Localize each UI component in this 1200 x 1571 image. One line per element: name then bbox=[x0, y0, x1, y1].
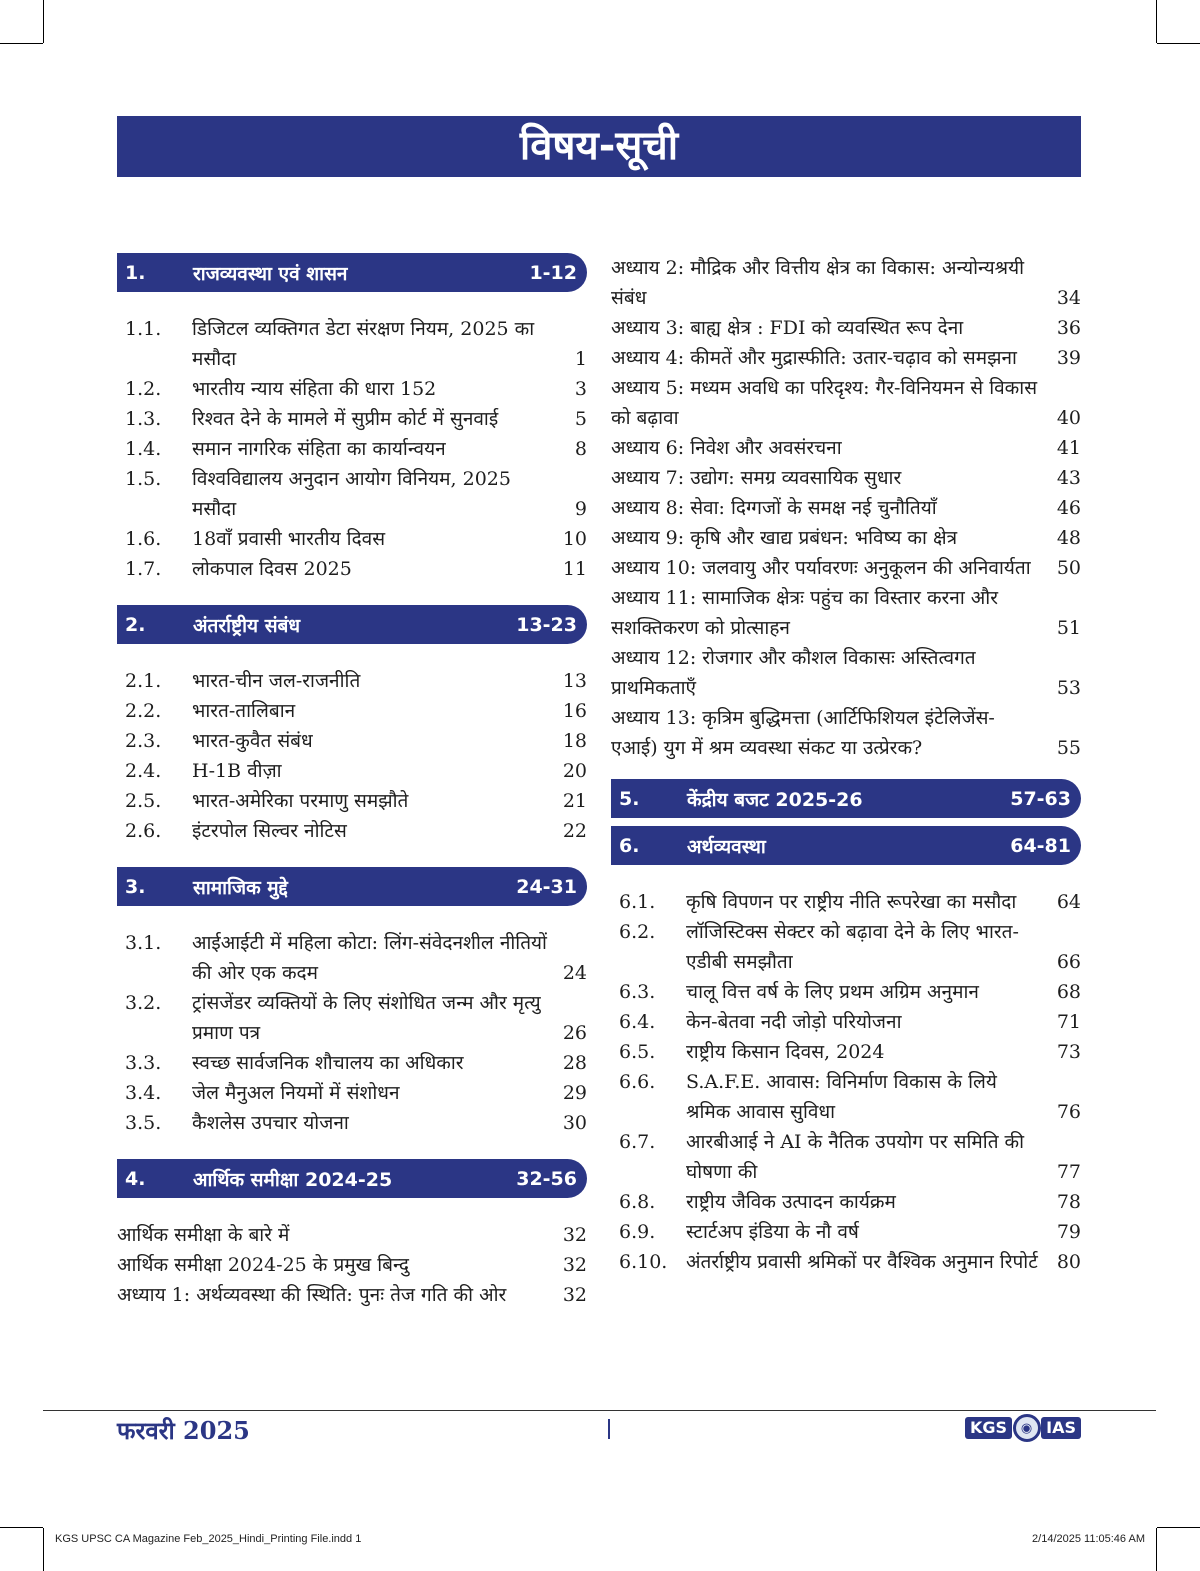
entry-title: भारत-चीन जल-राजनीति bbox=[192, 670, 361, 692]
globe-emblem-icon: ◉ bbox=[1013, 1414, 1041, 1442]
crop-mark-br-v bbox=[1156, 1528, 1157, 1571]
entry-title: आईआईटी में महिला कोटा: लिंग-संवेदनशील नीतियों की ओर एक कदम bbox=[192, 932, 547, 984]
section-page-range: 57-63 bbox=[1010, 787, 1071, 810]
toc-entry[interactable] bbox=[611, 1187, 1081, 1217]
entry-page: 77 bbox=[1056, 1161, 1081, 1183]
footer-center-mark bbox=[608, 1419, 610, 1439]
entry-number: 2.2. bbox=[125, 700, 162, 722]
toc-entry[interactable] bbox=[117, 434, 587, 464]
entry-title: अध्याय 1: अर्थव्यवस्था की स्थिति: पुनः तेज गति की ओर bbox=[117, 1284, 507, 1306]
entry-number: 3.5. bbox=[125, 1112, 162, 1134]
crop-mark-bl-h bbox=[0, 1527, 43, 1528]
entry-number: 1.4. bbox=[125, 438, 162, 460]
toc-entry[interactable] bbox=[611, 373, 1081, 433]
footer-divider bbox=[43, 1410, 1156, 1411]
entry-number: 2.4. bbox=[125, 760, 162, 782]
entry-title: आरबीआई ने AI के नैतिक उपयोग पर समिति की घोषणा की bbox=[686, 1131, 1025, 1183]
section-number: 4. bbox=[125, 1167, 146, 1190]
section-3-list bbox=[117, 928, 587, 1138]
entry-number: 2.6. bbox=[125, 820, 162, 842]
entry-title: अध्याय 3: बाह्य क्षेत्र : FDI को व्यवस्थित रूप देना bbox=[611, 317, 964, 339]
entry-number: 2.5. bbox=[125, 790, 162, 812]
entry-title: राष्ट्रीय किसान दिवस, 2024 bbox=[686, 1041, 885, 1063]
entry-page: 39 bbox=[1056, 347, 1081, 369]
print-timestamp: 2/14/2025 11:05:46 AM bbox=[1032, 1533, 1145, 1545]
entry-number: 1.7. bbox=[125, 558, 162, 580]
toc-entry[interactable] bbox=[611, 1217, 1081, 1247]
entry-title: अध्याय 6: निवेश और अवसंरचना bbox=[611, 437, 842, 459]
entry-title: अध्याय 12: रोजगार और कौशल विकासः अस्तित्वगत प्राथमिकताएँ bbox=[611, 647, 976, 699]
entry-number: 1.1. bbox=[125, 318, 162, 340]
entry-title: इंटरपोल सिल्वर नोटिस bbox=[192, 820, 347, 842]
entry-page: 26 bbox=[562, 1022, 587, 1044]
section-header-1[interactable] bbox=[117, 253, 587, 292]
toc-entry[interactable] bbox=[117, 988, 587, 1048]
entry-number: 6.1. bbox=[619, 891, 656, 913]
entry-page: 36 bbox=[1056, 317, 1081, 339]
entry-number: 1.6. bbox=[125, 528, 162, 550]
toc-entry[interactable] bbox=[117, 726, 587, 756]
section-number: 3. bbox=[125, 875, 146, 898]
entry-page: 10 bbox=[562, 528, 587, 550]
entry-title: अध्याय 11: सामाजिक क्षेत्रः पहुंच का विस्तार करना और सशक्तिकरण को प्रोत्साहन bbox=[611, 587, 999, 639]
toc-entry[interactable] bbox=[611, 1247, 1081, 1277]
toc-entry[interactable] bbox=[117, 1048, 587, 1078]
section-header-2[interactable] bbox=[117, 605, 587, 644]
entry-title: भारत-अमेरिका परमाणु समझौते bbox=[192, 790, 409, 812]
entry-title: अध्याय 10: जलवायु और पर्यावरणः अनुकूलन की अनिवार्यता bbox=[611, 557, 1031, 579]
section-number: 6. bbox=[619, 834, 640, 857]
toc-entry[interactable] bbox=[611, 433, 1081, 463]
section-title: केंद्रीय बजट 2025-26 bbox=[687, 788, 863, 811]
crop-mark-tr-h bbox=[1157, 43, 1200, 44]
section-header-4[interactable] bbox=[117, 1159, 587, 1198]
toc-entry[interactable] bbox=[611, 917, 1081, 977]
toc-entry[interactable] bbox=[611, 1127, 1081, 1187]
entry-page: 3 bbox=[574, 378, 587, 400]
entry-page: 40 bbox=[1056, 407, 1081, 429]
entry-page: 20 bbox=[562, 760, 587, 782]
entry-page: 80 bbox=[1056, 1251, 1081, 1273]
toc-entry[interactable] bbox=[117, 756, 587, 786]
section-page-range: 32-56 bbox=[516, 1167, 577, 1190]
entry-page: 78 bbox=[1056, 1191, 1081, 1213]
entry-page: 18 bbox=[562, 730, 587, 752]
entry-title: स्टार्टअप इंडिया के नौ वर्ष bbox=[686, 1221, 859, 1243]
entry-title: अध्याय 2: मौद्रिक और वित्तीय क्षेत्र का विकास: अन्योन्यश्रयी संबंध bbox=[611, 257, 1025, 309]
toc-entry[interactable] bbox=[117, 786, 587, 816]
section-header-3[interactable] bbox=[117, 867, 587, 906]
entry-page: 28 bbox=[562, 1052, 587, 1074]
section-page-range: 24-31 bbox=[516, 875, 577, 898]
entry-title: H-1B वीज़ा bbox=[192, 760, 282, 782]
entry-page: 32 bbox=[562, 1224, 587, 1246]
toc-entry[interactable] bbox=[611, 703, 1081, 763]
toc-entry[interactable] bbox=[117, 554, 587, 584]
entry-page: 32 bbox=[562, 1254, 587, 1276]
entry-title: अध्याय 7: उद्योग: समग्र व्यवसायिक सुधार bbox=[611, 467, 902, 489]
entry-title: राष्ट्रीय जैविक उत्पादन कार्यक्रम bbox=[686, 1191, 896, 1213]
crop-mark-tr-v bbox=[1156, 0, 1157, 43]
entry-page: 76 bbox=[1056, 1101, 1081, 1123]
entry-title: अंतर्राष्ट्रीय प्रवासी श्रमिकों पर वैश्विक अनुमान रिपोर्ट bbox=[686, 1251, 1038, 1273]
entry-number: 6.9. bbox=[619, 1221, 656, 1243]
entry-title: आर्थिक समीक्षा के बारे में bbox=[117, 1224, 290, 1246]
toc-entry[interactable] bbox=[117, 464, 587, 524]
toc-entry[interactable] bbox=[611, 313, 1081, 343]
entry-title: अध्याय 5: मध्यम अवधि का परिदृश्य: गैर-विनियमन से विकास को बढ़ावा bbox=[611, 377, 1038, 429]
entry-title: विश्वविद्यालय अनुदान आयोग विनियम, 2025 मसौदा bbox=[192, 468, 511, 520]
entry-page: 43 bbox=[1056, 467, 1081, 489]
toc-entry[interactable] bbox=[611, 463, 1081, 493]
entry-number: 6.6. bbox=[619, 1071, 656, 1093]
entry-title: आर्थिक समीक्षा 2024-25 के प्रमुख बिन्दु bbox=[117, 1254, 409, 1276]
entry-number: 1.5. bbox=[125, 468, 162, 490]
crop-mark-tl-h bbox=[0, 43, 43, 44]
entry-number: 6.10. bbox=[619, 1251, 668, 1273]
toc-entry[interactable] bbox=[611, 1007, 1081, 1037]
section-4-list-left bbox=[117, 1220, 587, 1310]
entry-page: 53 bbox=[1056, 677, 1081, 699]
toc-entry[interactable] bbox=[611, 343, 1081, 373]
section-title: अंतर्राष्ट्रीय संबंध bbox=[193, 614, 301, 637]
section-title: अर्थव्यवस्था bbox=[687, 835, 766, 858]
entry-title: लॉजिस्टिक्स सेक्टर को बढ़ावा देने के लिए भारत-एडीबी समझौता bbox=[686, 921, 1019, 973]
toc-entry[interactable] bbox=[117, 1250, 587, 1280]
entry-title: रिश्वत देने के मामले में सुप्रीम कोर्ट में सुनवाई bbox=[192, 408, 499, 430]
entry-page: 50 bbox=[1056, 557, 1081, 579]
toc-entry[interactable] bbox=[611, 643, 1081, 703]
section-4-list-right bbox=[611, 253, 1081, 763]
toc-entry[interactable] bbox=[611, 253, 1081, 313]
entry-page: 11 bbox=[562, 558, 587, 580]
entry-number: 3.1. bbox=[125, 932, 162, 954]
entry-page: 9 bbox=[574, 498, 587, 520]
crop-mark-bl-v bbox=[43, 1528, 44, 1571]
section-1-list bbox=[117, 314, 587, 584]
toc-entry[interactable] bbox=[117, 928, 587, 988]
entry-page: 71 bbox=[1056, 1011, 1081, 1033]
section-2-list bbox=[117, 666, 587, 846]
entry-number: 1.2. bbox=[125, 378, 162, 400]
entry-title: S.A.F.E. आवास: विनिर्माण विकास के लिये श्रमिक आवास सुविधा bbox=[686, 1071, 997, 1123]
entry-page: 68 bbox=[1056, 981, 1081, 1003]
entry-page: 22 bbox=[562, 820, 587, 842]
entry-title: जेल मैनुअल नियमों में संशोधन bbox=[192, 1082, 400, 1104]
entry-page: 13 bbox=[562, 670, 587, 692]
entry-page: 34 bbox=[1056, 287, 1081, 309]
entry-title: अध्याय 4: कीमतें और मुद्रास्फीति: उतार-चढ़ाव को समझना bbox=[611, 347, 1017, 369]
footer-issue-month: फरवरी 2025 bbox=[117, 1416, 250, 1445]
section-number: 1. bbox=[125, 261, 146, 284]
page-title: विषय-सूची bbox=[117, 116, 1081, 177]
entry-page: 8 bbox=[574, 438, 587, 460]
entry-number: 3.2. bbox=[125, 992, 162, 1014]
entry-title: भारत-कुवैत संबंध bbox=[192, 730, 313, 752]
toc-entry[interactable] bbox=[117, 696, 587, 726]
entry-title: समान नागरिक संहिता का कार्यान्वयन bbox=[192, 438, 446, 460]
entry-page: 66 bbox=[1056, 951, 1081, 973]
entry-page: 5 bbox=[574, 408, 587, 430]
entry-number: 3.3. bbox=[125, 1052, 162, 1074]
toc-entry[interactable] bbox=[117, 816, 587, 846]
toc-entry[interactable] bbox=[117, 1280, 587, 1310]
section-header-5[interactable] bbox=[611, 779, 1081, 818]
section-page-range: 13-23 bbox=[516, 613, 577, 636]
entry-page: 21 bbox=[562, 790, 587, 812]
section-title: सामाजिक मुद्दे bbox=[193, 876, 288, 899]
toc-entry[interactable] bbox=[611, 1037, 1081, 1067]
section-6-list bbox=[611, 887, 1081, 1277]
entry-page: 79 bbox=[1056, 1221, 1081, 1243]
entry-page: 73 bbox=[1056, 1041, 1081, 1063]
section-title: राजव्यवस्था एवं शासन bbox=[193, 262, 348, 285]
section-header-6[interactable] bbox=[611, 826, 1081, 865]
toc-entry[interactable] bbox=[117, 404, 587, 434]
entry-number: 2.3. bbox=[125, 730, 162, 752]
section-title: आर्थिक समीक्षा 2024-25 bbox=[193, 1168, 393, 1191]
entry-page: 24 bbox=[562, 962, 587, 984]
entry-number: 1.3. bbox=[125, 408, 162, 430]
entry-title: अध्याय 8: सेवा: दिग्गजों के समक्ष नई चुनौतियाँ bbox=[611, 497, 937, 519]
crop-mark-br-h bbox=[1157, 1527, 1200, 1528]
crop-mark-tl-v bbox=[43, 0, 44, 43]
entry-page: 46 bbox=[1056, 497, 1081, 519]
entry-number: 6.8. bbox=[619, 1191, 656, 1213]
entry-number: 6.5. bbox=[619, 1041, 656, 1063]
section-page-range: 1-12 bbox=[529, 261, 577, 284]
section-number: 2. bbox=[125, 613, 146, 636]
entry-title: चालू वित्त वर्ष के लिए प्रथम अग्रिम अनुमान bbox=[686, 981, 979, 1003]
entry-number: 2.1. bbox=[125, 670, 162, 692]
logo-kgs-text: KGS bbox=[965, 1417, 1012, 1439]
entry-title: डिजिटल व्यक्तिगत डेटा संरक्षण नियम, 2025 का मसौदा bbox=[192, 318, 535, 370]
toc-entry[interactable] bbox=[117, 1078, 587, 1108]
toc-entry[interactable] bbox=[611, 523, 1081, 553]
entry-number: 6.2. bbox=[619, 921, 656, 943]
toc-entry[interactable] bbox=[611, 887, 1081, 917]
entry-title: कैशलेस उपचार योजना bbox=[192, 1112, 349, 1134]
toc-entry[interactable] bbox=[117, 314, 587, 374]
entry-page: 29 bbox=[562, 1082, 587, 1104]
entry-page: 48 bbox=[1056, 527, 1081, 549]
entry-page: 16 bbox=[562, 700, 587, 722]
left-column bbox=[117, 253, 587, 1310]
entry-page: 41 bbox=[1056, 437, 1081, 459]
entry-title: लोकपाल दिवस 2025 bbox=[192, 558, 352, 580]
entry-page: 32 bbox=[562, 1284, 587, 1306]
toc-entry[interactable] bbox=[611, 977, 1081, 1007]
toc-entry[interactable] bbox=[611, 493, 1081, 523]
entry-page: 1 bbox=[574, 348, 587, 370]
entry-title: अध्याय 9: कृषि और खाद्य प्रबंधन: भविष्य का क्षेत्र bbox=[611, 527, 958, 549]
entry-title: भारत-तालिबान bbox=[192, 700, 296, 722]
entry-number: 3.4. bbox=[125, 1082, 162, 1104]
right-column bbox=[611, 253, 1081, 1277]
section-page-range: 64-81 bbox=[1010, 834, 1071, 857]
section-number: 5. bbox=[619, 787, 640, 810]
entry-page: 55 bbox=[1056, 737, 1081, 759]
entry-title: 18वाँ प्रवासी भारतीय दिवस bbox=[192, 528, 386, 550]
entry-title: भारतीय न्याय संहिता की धारा 152 bbox=[192, 378, 437, 400]
entry-number: 6.4. bbox=[619, 1011, 656, 1033]
toc-entry[interactable] bbox=[611, 553, 1081, 583]
toc-entry[interactable] bbox=[117, 374, 587, 404]
entry-title: स्वच्छ सार्वजनिक शौचालय का अधिकार bbox=[192, 1052, 464, 1074]
entry-number: 6.7. bbox=[619, 1131, 656, 1153]
entry-title: ट्रांसजेंडर व्यक्तियों के लिए संशोधित जन्म और मृत्यु प्रमाण पत्र bbox=[192, 992, 541, 1044]
toc-entry[interactable] bbox=[117, 1220, 587, 1250]
toc-entry[interactable] bbox=[611, 1067, 1081, 1127]
entry-number: 6.3. bbox=[619, 981, 656, 1003]
toc-entry[interactable] bbox=[117, 666, 587, 696]
toc-entry[interactable] bbox=[117, 1108, 587, 1138]
logo-ias-text: IAS bbox=[1041, 1417, 1081, 1439]
entry-title: अध्याय 13: कृत्रिम बुद्धिमत्ता (आर्टिफिशियल इंटेलिजेंस-एआई) युग में श्रम व्यवस्था संकट या उत्प्रेरक? bbox=[611, 707, 995, 759]
toc-entry[interactable] bbox=[611, 583, 1081, 643]
entry-page: 64 bbox=[1056, 891, 1081, 913]
entry-page: 30 bbox=[562, 1112, 587, 1134]
kgs-ias-logo bbox=[965, 1414, 1081, 1442]
entry-page: 51 bbox=[1056, 617, 1081, 639]
entry-title: कृषि विपणन पर राष्ट्रीय नीति रूपरेखा का मसौदा bbox=[686, 891, 1017, 913]
entry-title: केन-बेतवा नदी जोड़ो परियोजना bbox=[686, 1011, 902, 1033]
toc-entry[interactable] bbox=[117, 524, 587, 554]
print-file-name: KGS UPSC CA Magazine Feb_2025_Hindi_Printing File.indd 1 bbox=[55, 1533, 362, 1545]
